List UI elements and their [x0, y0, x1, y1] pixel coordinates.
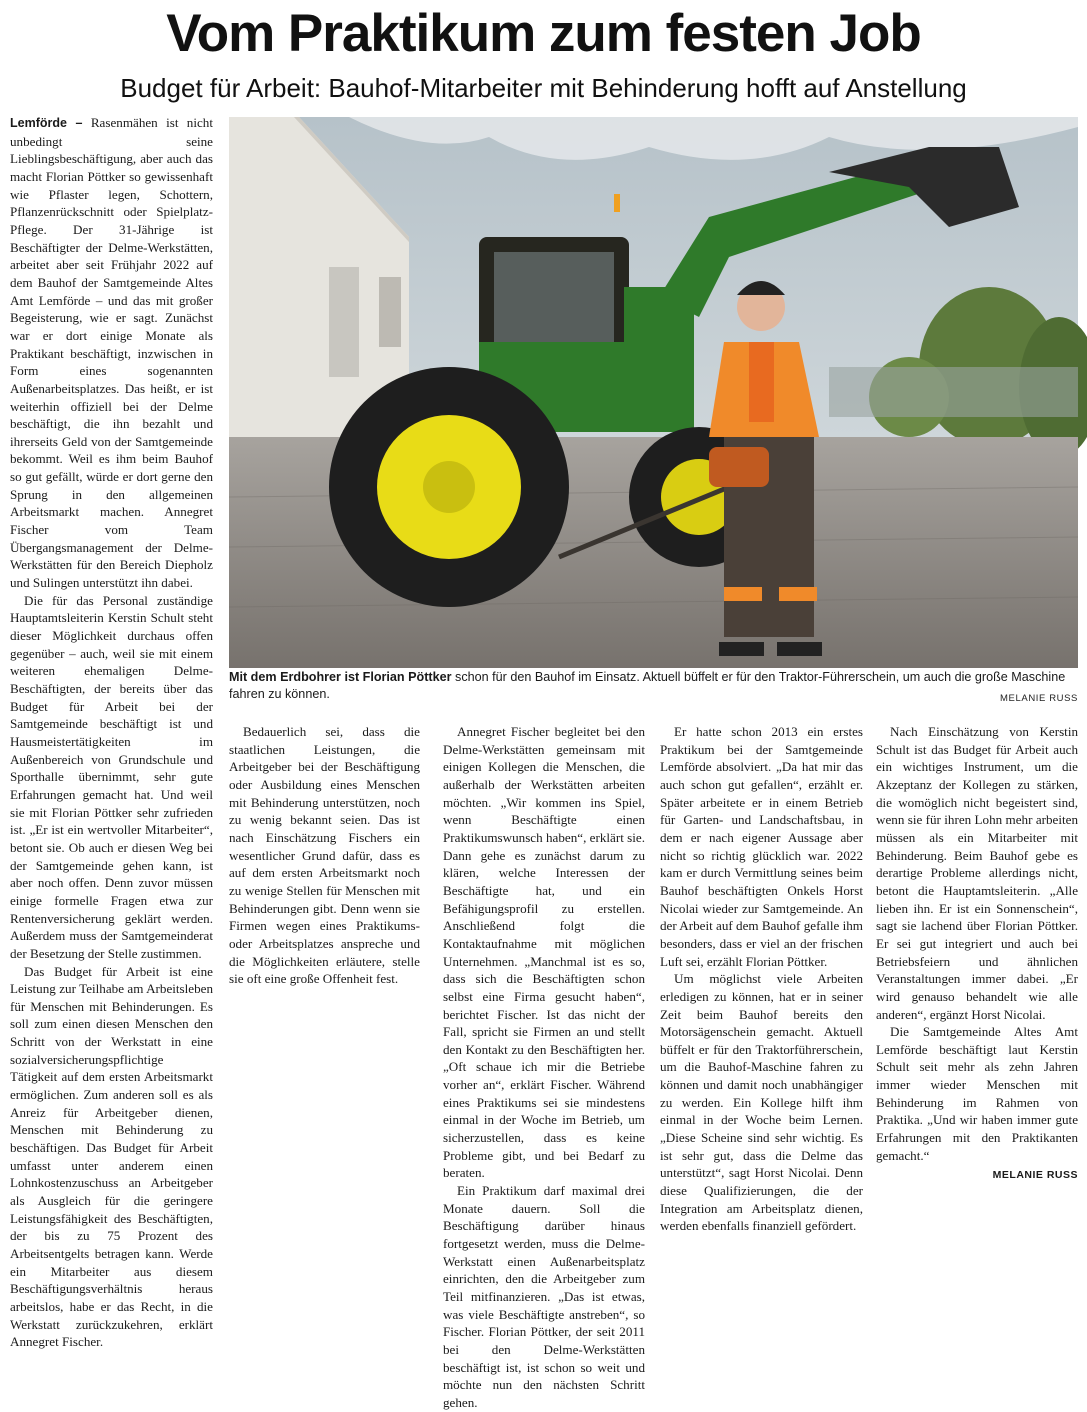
- paragraph: [10, 114, 213, 592]
- paragraph: Das Budget für Arbeit ist eine Leistung zur Teilhabe am Arbeitsleben für Menschen mit Behinderungen. Es soll zum einen diesen Menschen den Schritt von der Werkstatt in eine sozialversicherungspflichtige Tätigkeit auf dem ersten Arbeitsmarkt ermöglichen. Zum anderen soll es als Anreiz für Arbeitgeber dienen, Menschen mit Behinderung zu beschäftigen. Das Budget für Arbeit umfasst unter anderem einen Lohnkostenzuschuss an Arbeitgeber als Ausgleich für die geringere Leistungsfähigkeit des Beschäftigten, der bis zu 75 Prozent des Arbeitsentgelts betragen kann. Werde ein Mitarbeiter aus diesem Beschäftigungsverhältnis heraus arbeitslos, habe er das Recht, in die Werkstatt zurückzukehren, erklärt Annegret Fischer.: [10, 963, 213, 1350]
- photo-credit: MELANIE RUSS: [1000, 693, 1078, 704]
- caption-text: schon für den Bauhof im Einsatz. Aktuell büffelt er für den Traktor-Führerschein, um auch die große Maschine fahren zu können.: [229, 670, 1066, 701]
- paragraph: Er hatte schon 2013 ein erstes Praktikum bei der Samtgemeinde Lemförde absolviert. „Da hat mir das auch schon gut gefallen“, erzählt er. Später arbeitete er in einem Betrieb für Garten- und Landschaftsbau, in dem er nach eigener Aussage aber nicht so richtig glücklich war. 2022 kam er durch Vermittlung seines beim Bauhof beschäftigten Onkels Horst Nicolai wieder zur Samtgemeinde. An der Arbeit auf dem Bauhof gefalle ihm besonders, dass er viel an der frischen Luft sei, erzählt Florian Pöttker.: [660, 724, 863, 969]
- article-photo: [229, 117, 1078, 668]
- paragraph: Nach Einschätzung von Kerstin Schult ist das Budget für Arbeit auch ein wichtiges Instrument, um die Akzeptanz der Kollegen zu stärken, die womöglich nicht begeistert sind, wenn sie für ihren Lohn mehr arbeiten müssen als ein Mitarbeiter mit Behinderung. Beim Bauhof gebe es derartige Probleme allerdings nicht, betont die Hauptamtsleiterin. „Alle lieben ihn. Er ist ein Sonnenschein“, sagt sie lachend über Florian Pöttker. Er sei gut integriert und auch bei Betriebsfeiern und ähnlichen Veranstaltungen immer dabei. „Er wird genauso behandelt wie alle anderen“, ergänzt Horst Nicolai.: [876, 724, 1078, 1022]
- subheadline: Budget für Arbeit: Bauhof-Mitarbeiter mit Behinderung hofft auf Anstellung: [120, 73, 967, 103]
- headline: Vom Praktikum zum festen Job: [166, 4, 921, 63]
- column-4: [660, 723, 863, 1328]
- column-2: [229, 723, 420, 1328]
- paragraph: Die Samtgemeinde Altes Amt Lemförde beschäftigt laut Kerstin Schult seit mehr als zehn Jahren immer wieder Menschen mit Behinderung im Rahmen von Praktika. „Und wir haben immer gute Erfahrungen mit den Praktikanten gemacht.“: [876, 1024, 1078, 1163]
- paragraph: Ein Praktikum darf maximal drei Monate dauern. Soll die Beschäftigung darüber hinaus fortgesetzt werden, muss die Delme-Werkstatt einen Außenarbeitsplatz einrichten, den die Arbeitgeber zum Teil mitfinanzieren. „Das ist etwas, was viele Beschäftigte anstreben“, so Fischer. Florian Pöttker, der seit 2011 bei den Delme-Werkstätten beschäftigt ist, ist schon so weit und möchte nun den nächsten Schritt gehen.: [443, 1183, 645, 1410]
- paragraph: Um möglichst viele Arbeiten erledigen zu können, hat er in seiner Zeit beim Bauhof bereits den Motorsägenschein gemacht. Aktuell büffelt er für den Traktorführerschein, um die Bauhof-Maschine fahren zu können und damit noch unabhängiger zu werden. Ein Kollege hilft ihm einmal in der Woche beim Lernen. „Diese Scheine sind sehr wichtig. Es ist sehr gut, dass die Delme das unterstützt“, sagt Horst Nicolai. Denn diese Qualifizierungen, die der Integration am Arbeitsplatz dienen, werden ebenfalls finanziell gefördert.: [660, 971, 863, 1234]
- paragraph: Annegret Fischer begleitet bei den Delme-Werkstätten gemeinsam mit einigen Kollegen die Menschen, die außerhalb der Werkstätten arbeiten möchten. „Wir kommen ins Spiel, wenn Beschäftigte einen Praktikumswunsch haben“, erklärt sie. Dann gehe es zunächst darum zu klären, welche Interessen der Beschäftigte hat, und ein Befähigungsprofil zu erstellen. Anschließend folgt die Kontaktaufnahme mit möglichen Unternehmen. „Manchmal ist es so, dass sich die Beschäftigten schon selbst eine Firma gesucht haben“, berichtet Fischer. Ist das nicht der Fall, spricht sie Firmen an und stellt den Kontakt zu den Beschäftigten her. „Oft schaue ich mir die Betriebe vorher an“, erklärt Fischer. Während eines Praktikums sei sie mindestens einmal in der Woche im Betrieb, um sicherzustellen, dass es keine Probleme gibt, und bei Bedarf zu beraten.: [443, 724, 645, 1181]
- paragraph: Die für das Personal zuständige Hauptamtsleiterin Kerstin Schult steht dieser Möglichkeit durchaus offen gegenüber – auch, weil sie mit einem weiteren ehemaligen Delme-Beschäftigten, der bereits über das Budget für Arbeit bei der Samtgemeinde beschäftigt ist und Hausmeistertätigkeiten im Außenbereich von Grundschule und Sporthalle übernimmt, sehr gute Erfahrungen gemacht hat. Und weil sie mit Florian Pöttker sehr zufrieden ist. „Er ist ein wertvoller Mitarbeiter“, betont sie. Ob auch er diesen Weg bei der Samtgemeinde gehen kann, ist aber noch offen. Denn zuvor müssen einige formelle Fragen etwa zur Rentenversicherung geklärt werden. Außerdem muss der Samtgemeinderat der Besetzung der Stelle zustimmen.: [10, 592, 213, 961]
- dateline: Lemförde –: [10, 116, 83, 130]
- tractor-photo: [229, 117, 1078, 668]
- column-3: [443, 723, 645, 1410]
- caption-lead: Mit dem Erdbohrer ist Florian Pöttker: [229, 670, 452, 684]
- paragraph: Bedauerlich sei, dass die staatlichen Leistungen, die Arbeitgeber bei der Beschäftigung oder Ausbildung eines Menschen mit Behinderung unterstützen, noch zu wenig bekannt seien. Das ist nach Einschätzung Fischers ein wesentlicher Grund dafür, dass es auf dem ersten Arbeitsmarkt noch zu wenige Stellen für Menschen mit Behinderungen gibt. Denn wenn sie Firmen wegen eines Praktikums- oder Arbeitsplatzes anspreche und die Möglichkeiten erläutere, stelle sie oft eine große Offenheit fest.: [229, 724, 420, 987]
- column-5: [876, 723, 1078, 1328]
- column-1: [10, 114, 213, 1350]
- photo-caption: [229, 669, 1078, 703]
- author-byline: MELANIE RUSS: [992, 1169, 1078, 1182]
- paragraph-text: Rasenmähen ist nicht unbedingt seine Lieblingsbeschäftigung, aber auch das macht Florian Pöttker so gewissenhaft wie Pflaster legen, Schottern, Pflanzenrückschnitt oder Spielplatz-Pflege. Der 31-Jährige ist Beschäftigter der Delme-Werkstätten, arbeitet aber seit Frühjahr 2022 auf dem Bauhof der Samtgemeinde Altes Amt Lemförde – und das mit großer Begeisterung, wie er sagt. Zunächst war er dort einige Monate als Praktikant beschäftigt, inzwischen in Form eines sogenannten Außenarbeitsplatzes. Das heißt, er ist weiterhin offiziell bei der Delme beschäftigt, die ihn bezahlt und ihrerseits Geld von der Samtgemeinde bekommt. Weil es ihm beim Bauhof so gut gefällt, würde er dort gerne den Sprung in den allgemeinen Arbeitsmarkt machen. Annegret Fischer vom Team Übergangsmanagement der Delme-Werkstätten für den Bereich Diepholz und Sulingen unterstützt ihn dabei.: [10, 115, 213, 591]
